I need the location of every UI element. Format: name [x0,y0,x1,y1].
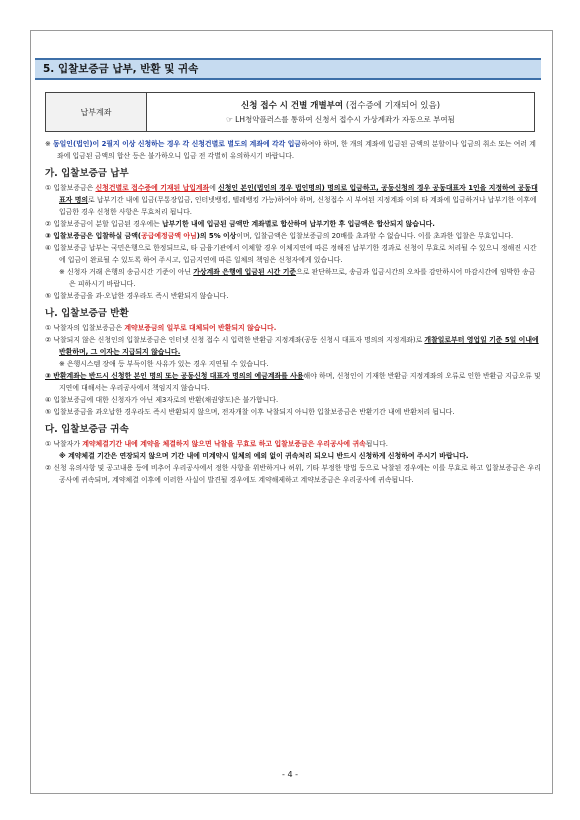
subsection-b-title: 나. 입찰보증금 반환 [45,308,129,319]
table-line-2: ☞ LH청약플러스를 통하여 신청서 접수시 가상계좌가 자동으로 부여됨 [226,115,455,124]
table-line-1 [241,99,440,111]
table-line-1-normal: (접수증에 기재되어 있음) [343,101,441,111]
b-item-1-red: 계약보증금의 일부로 대체되어 반환되지 않습니다. [124,324,277,332]
c-item-1 [45,438,542,450]
a-note-4 [45,266,542,290]
a-item-3-bold: ③ 입찰보증금은 입찰하실 금액( [45,232,142,240]
document-body [45,138,542,486]
a-item-3-red: 공급예정금액 아님 [141,232,197,240]
a-item-5: ⑤ 입찰보증금을 과·오납한 경우라도 즉시 반환되지 않습니다. [45,292,229,300]
b-item-3 [45,370,542,394]
c-note-1: ※ 계약체결 기간은 연장되지 않으며 기간 내에 미계약시 일체의 예외 없이 귀속처리 되오니 반드시 신청하게 신청하여 주시기 바랍니다. [59,452,469,460]
b-item-4: ④ 입찰보증금에 대한 신청자가 아닌 제3자로의 반환(채권양도)은 불가합니다. [45,396,279,404]
a-item-2-bold: 납부기한 내에 입금된 금액만 계좌별로 합산하며 납부기한 후 입금액은 합산되지 않습니다. [161,220,435,228]
b-item-2 [45,334,542,358]
a-item-3 [45,230,542,242]
a-item-2 [45,218,542,230]
b-item-1 [45,322,542,334]
a-item-1-text: ① 입찰보증금은 [45,184,96,192]
c-item-1-red: 계약체결기간 내에 계약을 체결하지 않으면 낙찰을 무효로 하고 입찰보증금은 우리공사에 귀속 [82,440,366,448]
a-item-1-red: 신청건별로 접수증에 기재된 납입계좌 [95,184,210,192]
a-item-1-text-c: 로 납부기간 내에 입금(무통장입금, 인터넷뱅킹, 텔레뱅킹 가능)하여야 하며, 신청접수 시 부여된 지정계좌 이외 타 계좌에 입금하거나 납부기한 이후에 입금한 경우 신청한 사항은 무효처리 됩니다. [59,196,537,216]
note-mark: ※ [45,140,53,148]
a-item-1-bold: 신청인 본인(법인의 경우 법인명의) 명의로 입금하고, 공동신청의 경우 공동대표자 1인을 지정하여 공동대표자 명의 [59,184,538,204]
b-item-1-text: ① 낙찰자의 입찰보증금은 [45,324,125,332]
a-item-3-bold-2: )의 5% 이상 [196,232,237,240]
a-note-4-text-b: 으로 판단하므로, 송금과 입금시간의 오차를 감안하시어 마감시간에 임박한 송금은 피하시기 바랍니다. [69,268,536,288]
subsection-c-title: 다. 입찰보증금 귀속 [45,424,129,435]
top-note [45,138,542,162]
top-note-text: 하여야 하며, 한 개의 계좌에 입금된 금액의 분할이나 입금의 취소 또는 여러 계좌에 입금된 금액의 합산 등은 불가하오니 입금 전 각별히 유의하시기 바랍니다. [57,140,536,160]
a-item-2-text: ② 입찰보증금이 분할 입금된 경우에는 [45,220,162,228]
a-item-1 [45,182,542,218]
a-item-3-text: 이며, 입찰금액은 입찰보증금의 20배를 초과할 수 없습니다. 이를 초과한 입찰은 무효입니다. [236,232,514,240]
page-number: - 4 - [282,770,298,779]
c-item-2: ② 신청 유의사항 및 공고내용 등에 비추어 우리공사에서 정한 사항을 위반하거나 허위, 기타 부정한 방법 등으로 낙찰된 경우에는 이를 무효로 하고 입찰보증금은 우리공사에 귀속되며, 계약체결 이후에 이러한 사실이 발견될 경우에도 계약해제하고 계약보증금은 우리공사에 귀속됩니다. [45,464,541,484]
section-title: 5. 입찰보증금 납부, 반환 및 귀속 [35,58,541,80]
b-item-3-text: 해야 하며, 신청인이 기재한 반환금 지정계좌의 오류로 인한 반환금 지급오류 및 지연에 대해서는 우리공사에서 책임지지 않습니다. [59,372,541,392]
b-item-5: ⑤ 입찰보증금을 과오납한 경우라도 즉시 반환되지 않으며, 전자개찰 이후 낙찰되지 아니한 입찰보증금은 반환기간 내에 반환처리 됩니다. [45,408,455,416]
table-line-1-bold: 신청 접수 시 건별 개별부여 [240,101,344,111]
a-note-4-text: ※ 신청자 거래 은행의 송금시간 기준이 아닌 [59,268,194,276]
top-note-highlight: 동일인(법인)이 2필지 이상 신청하는 경우 각 신청건별로 별도의 계좌에 각각 입금 [52,140,302,148]
table-header: 납부계좌 [46,93,147,131]
a-note-4-bold: 가상계좌 은행에 입금된 시간 기준 [193,268,297,276]
table-content [147,93,534,131]
b-note-2: ※ 은행시스템 장애 등 부득이한 사유가 있는 경우 지연될 수 있습니다. [59,360,269,368]
a-item-1-text-b: 에 [209,184,219,192]
subsection-a-title: 가. 입찰보증금 납부 [45,168,129,179]
payment-account-table [45,92,535,132]
c-item-1-text-b: 됩니다. [365,440,388,448]
b-item-2-bold: 개찰일로부터 영업일 기준 5일 이내에 반환하며, 그 이자는 지급되지 않습니다. [59,336,539,356]
b-item-2-text: ② 낙찰되지 않은 신청인의 입찰보증금은 인터넷 신청 접수 시 입력한 반환금 지정계좌(공동 신청시 대표자 명의의 지정계좌)로 [45,336,425,344]
a-item-4: ④ 입찰보증금 납부는 국민은행으로 한정되므로, 타 금융기관에서 이체할 경우 이체지연에 따른 정해진 납부기한 경과로 신청이 무효로 처리될 수 있으니 정해진 시간에 입금이 완료될 수 있도록 하여 주시고, 입금지연에 따른 일체의 책임은 신청자에게 있습니다. [45,244,537,264]
b-item-3-bold: ③ 반환계좌는 반드시 신청한 본인 명의 또는 공동신청 대표자 명의의 예금계좌를 사용 [45,372,304,380]
c-item-1-text: ① 낙찰자가 [45,440,83,448]
